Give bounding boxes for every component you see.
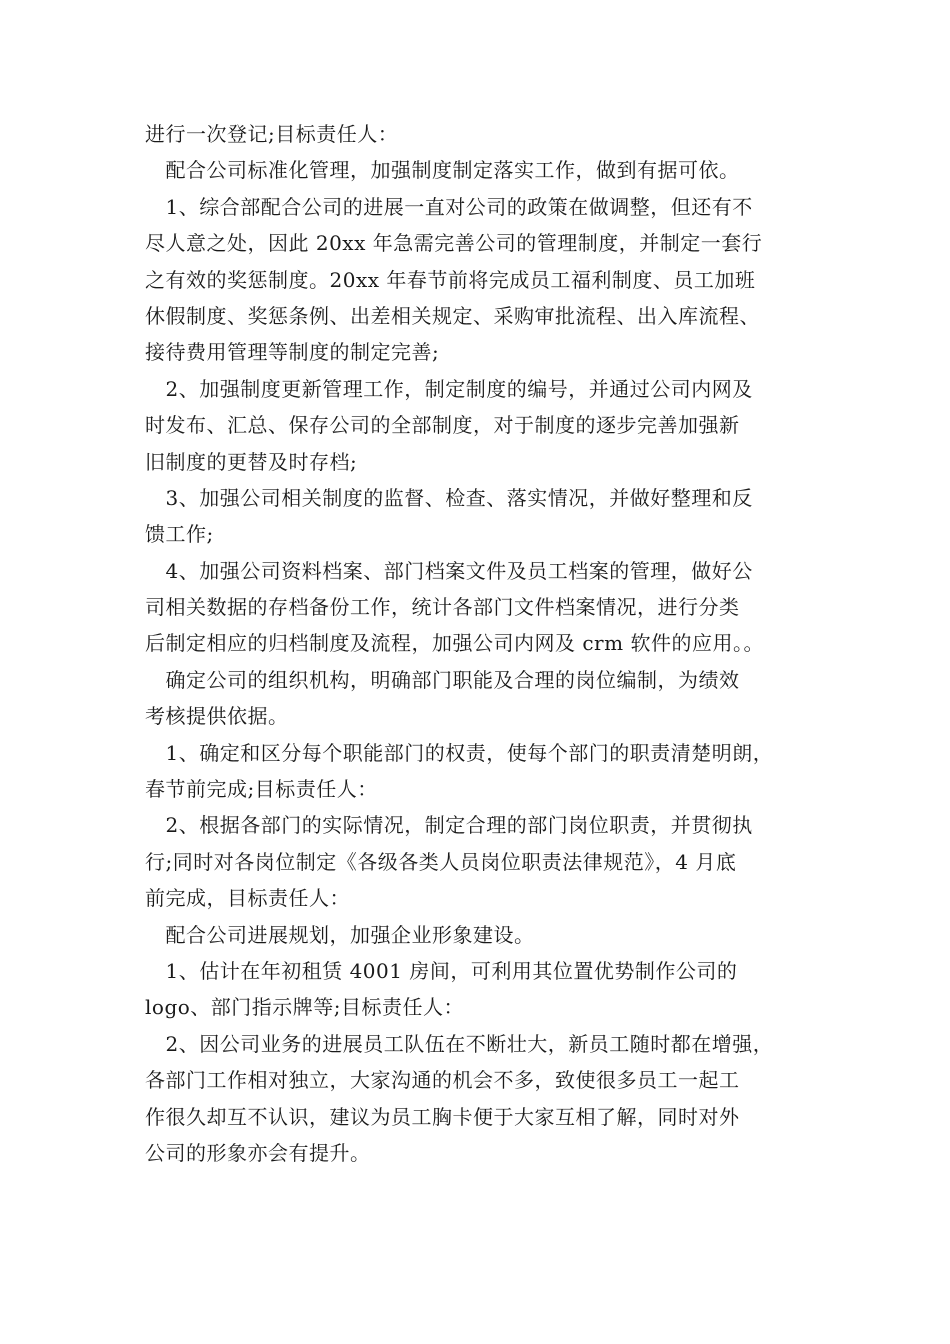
text-line: 馈工作; xyxy=(145,522,214,547)
text-line: 后制定相应的归档制度及流程，加强公司内网及 crm 软件的应用。。 xyxy=(145,631,764,656)
text-line: 春节前完成;目标责任人： xyxy=(145,777,378,802)
text-line: 司相关数据的存档备份工作，统计各部门文件档案情况，进行分类 xyxy=(145,595,740,620)
text-line: 配合公司标准化管理，加强制度制定落实工作，做到有据可依。 xyxy=(145,158,740,183)
text-line: 尽人意之处，因此 20xx 年急需完善公司的管理制度，并制定一套行 xyxy=(145,231,763,256)
text-line: 行;同时对各岗位制定《各级各类人员岗位职责法律规范》，4 月底 xyxy=(145,849,737,874)
text-line: 前完成，目标责任人： xyxy=(145,886,350,911)
text-line: 1、综合部配合公司的进展一直对公司的政策在做调整，但还有不 xyxy=(145,194,753,219)
text-line: 之有效的奖惩制度。20xx 年春节前将完成员工福利制度、员工加班 xyxy=(145,267,756,292)
document-body xyxy=(145,116,815,1171)
text-line: 考核提供依据。 xyxy=(145,704,289,729)
text-line: 公司的形象亦会有提升。 xyxy=(145,1140,371,1165)
text-line: 2、加强制度更新管理工作，制定制度的编号，并通过公司内网及 xyxy=(145,376,753,401)
text-line: 进行一次登记;目标责任人： xyxy=(145,122,399,146)
text-line: 各部门工作相对独立，大家沟通的机会不多，致使很多员工一起工 xyxy=(145,1068,740,1093)
text-line: 2、根据各部门的实际情况，制定合理的部门岗位职责，并贯彻执 xyxy=(145,813,753,838)
text-line: 4、加强公司资料档案、部门档案文件及员工档案的管理，做好公 xyxy=(145,558,753,583)
text-line: 作很久却互不认识，建议为员工胸卡便于大家互相了解，同时对外 xyxy=(145,1104,740,1129)
text-line: 时发布、汇总、保存公司的全部制度，对于制度的逐步完善加强新 xyxy=(145,413,740,438)
text-line: 休假制度、奖惩条例、出差相关规定、采购审批流程、出入库流程、 xyxy=(145,303,760,328)
text-line: 旧制度的更替及时存档; xyxy=(145,449,358,474)
text-line: 1、估计在年初租赁 4001 房间，可利用其位置优势制作公司的 xyxy=(145,958,738,983)
text-line: logo、部门指示牌等;目标责任人： xyxy=(145,995,465,1020)
text-line: 配合公司进展规划，加强企业形象建设。 xyxy=(145,922,535,947)
text-line: 2、因公司业务的进展员工队伍在不断壮大，新员工随时都在增强， xyxy=(145,1031,774,1056)
text-line: 3、加强公司相关制度的监督、检查、落实情况，并做好整理和反 xyxy=(145,485,753,510)
text-line: 1、确定和区分每个职能部门的权责，使每个部门的职责清楚明朗， xyxy=(145,740,774,765)
text-line: 接待费用管理等制度的制定完善; xyxy=(145,340,440,365)
text-line: 确定公司的组织机构，明确部门职能及合理的岗位编制，为绩效 xyxy=(145,667,740,692)
